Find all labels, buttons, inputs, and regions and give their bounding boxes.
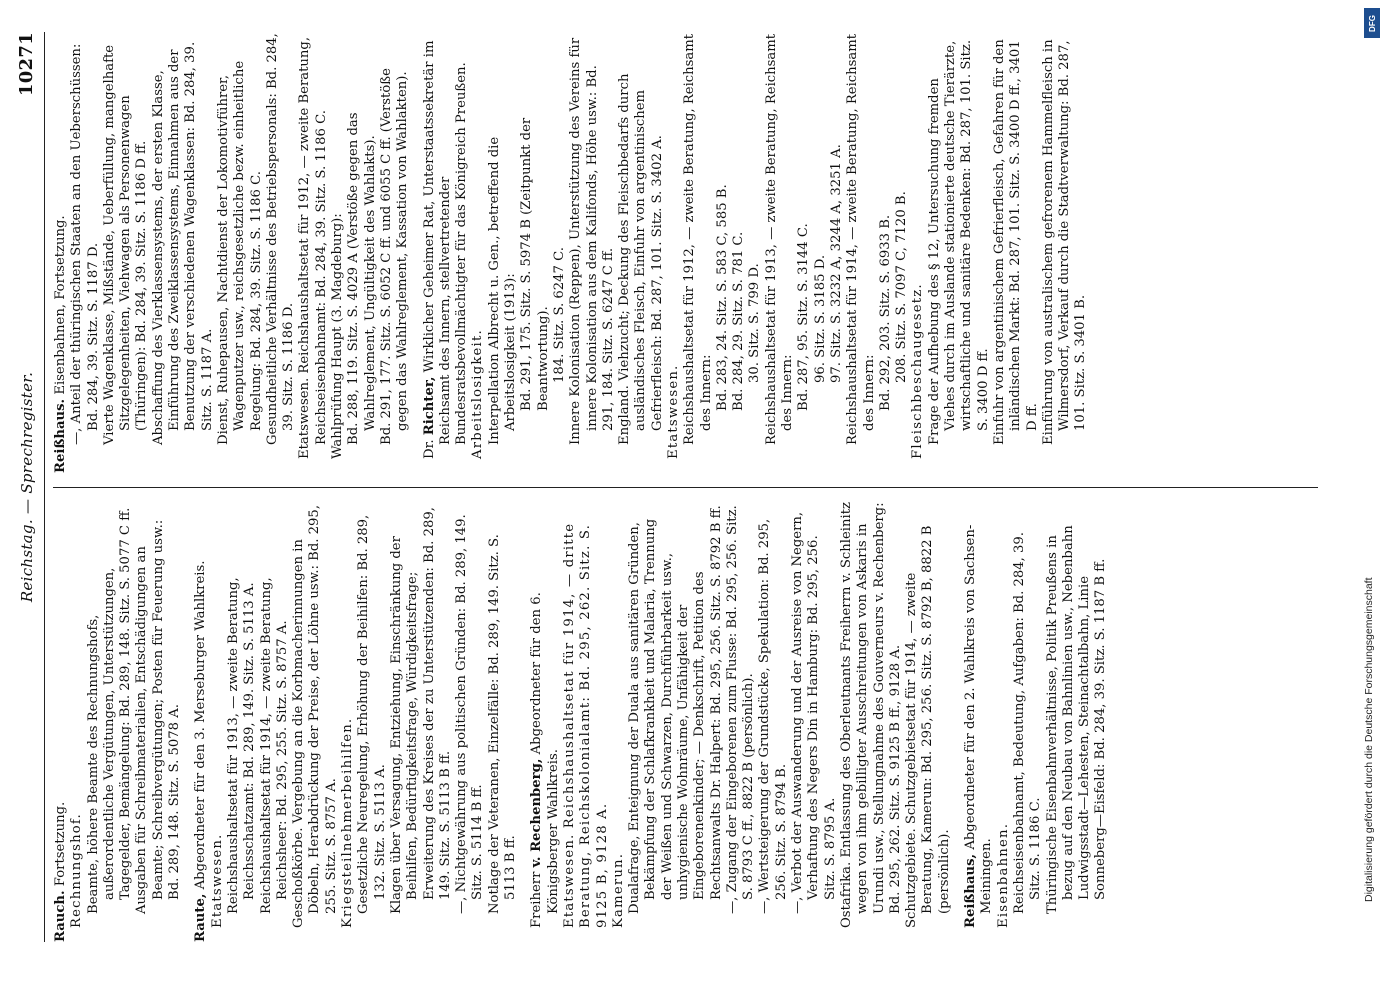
register-text: Interpellation Albrecht u. Gen., betreffend die Arbeitslosigkeit (1913): (486, 136, 519, 445)
register-text: Eisenbahnen. (995, 822, 1011, 928)
entry-separator (953, 502, 963, 942)
register-line (764, 32, 797, 473)
register-text: Einführung von australischem gefrorenem Hammelfleisch in Wilmersdorf, Verkauf durch die Stadtverwaltung: Bd. 287, 101. Sitz. S. 3401 B. (1040, 39, 1089, 445)
speaker-name: v. Rechenberg, (529, 758, 545, 868)
speaker-name: Richter, (421, 376, 437, 436)
register-line (216, 32, 265, 473)
register-line (627, 502, 725, 942)
register-line (69, 32, 102, 473)
register-text: Rechnungshof. (69, 813, 85, 928)
register-text: Abgeordneter für den 3. Merseburger Wahlkreis. (193, 560, 209, 894)
dfg-logo (1364, 8, 1380, 38)
register-text: 97. Sitz. S. 3232 A, 3244 A, 3251 A. (828, 144, 844, 383)
register-line (487, 32, 520, 473)
register-text: Geschoßkörbe. Vergebung an die Korbmacherinnungen in Döbeln, Herabdrückung der Preise, der Löhne usw.: Bd. 295, 255. Sitz. S. 8757 A. (291, 504, 339, 928)
register-line (193, 502, 209, 942)
register-text: Gesetzliche Neuregelung, Erhöhung der Beihilfen: Bd. 289, 132. Sitz. S. 5113 A. (356, 514, 388, 914)
register-line (356, 502, 389, 942)
register-text: —, Wertsteigerung der Grundstücke, Spekulation: Bd. 295, 256. Sitz. S. 8794 B. (757, 518, 789, 914)
register-text: Fortsetzung. (53, 801, 68, 891)
right-column (53, 32, 1318, 487)
register-line (259, 502, 292, 942)
register-line (1041, 32, 1090, 473)
register-line (731, 32, 747, 473)
register-text: Reichshaushaltsetat für 1914, — zweite Beratung, Reichsheer: Bd. 295, 255. Sitz. S. 8757 A. (258, 577, 290, 914)
register-text: Notlage der Veteranen, Einzelfälle: Bd. 289, 149. Sitz. S. 5113 B ff. (486, 534, 519, 914)
register-line (454, 502, 487, 942)
register-line (1045, 502, 1110, 942)
register-line (927, 32, 992, 473)
register-text: Etatswesen. (665, 364, 681, 459)
register-text: Dienst, Ruhepausen, Nachtdienst der Lokomotivführer, Wagenputzer usw., reichsgesetzliche bezw. einheitliche Regelung: Bd. 284, 39. Sitz. S. 1186 C. (215, 60, 264, 445)
register-text: —, Anteil der thüringischen Staaten an den Ueberschüssen: Bd. 284, 39. Sitz. S. 1187 D. (69, 43, 101, 445)
register-line (422, 32, 471, 473)
register-text: Bd. 291, 175. Sitz. S. 5974 B (Zeitpunkt der Beantwortung). (519, 117, 551, 411)
register-text: Ausgaben für Schreibmaterialien, Entschädigungen an Beamte; Schreibvergütungen; Posten für Feuerung usw.: Bd. 289, 148. Sitz. S. 5078 A. (134, 519, 183, 914)
register-text: Wirklicher Geheimer Rat, Unterstaatssekretär im Reichsamt des Innern, stellvertretender Bundesratsbevollmächtigter für das Königreich Preußen. (421, 40, 470, 445)
register-line (757, 502, 790, 942)
register-columns (53, 32, 1318, 942)
register-text: England. Viehzucht; Deckung des Fleischbedarfs durch ausländisches Fleisch, Einfuhr von argentinischem Gefrierfleisch: Bd. 287, 101. Sitz. S. 3402 A. (617, 73, 665, 445)
register-line (845, 32, 878, 473)
page-number: 10271 (16, 32, 37, 97)
register-text: Vierte Wagenklasse, Mißstände, Ueberfüllung, mangelhafte Sitzgelegenheiten, Viehwagen als Personenwagen (Thüringen): Bd. 284, 39. Sitz. S. 1186 D ff. (101, 44, 150, 445)
register-text: 184. Sitz. S. 6247 C. (551, 247, 567, 383)
speaker-name: Rauch. (53, 890, 68, 942)
register-line (747, 32, 763, 473)
register-text: Dr. (421, 435, 437, 459)
register-line (829, 32, 845, 473)
register-line (1012, 502, 1045, 942)
register-line (470, 32, 486, 473)
register-line (226, 502, 259, 942)
speaker-name: Reißhaus, (963, 853, 979, 928)
register-line (552, 32, 568, 473)
register-line (297, 32, 330, 473)
register-text: Gesundheitliche Verhältnisse des Betriebspersonals: Bd. 284, 39. Sitz. S. 1186 D. (264, 33, 297, 445)
register-line (568, 32, 617, 473)
register-text: 208. Sitz. S. 7097 C, 7120 B. (894, 191, 910, 383)
register-text: Abgeordneter für den 6. Königsberger Wahlkreis. (529, 592, 561, 914)
register-text: Reichshaushaltsetat für 1913, — zweite Beratung, Reichsamt des Innern: (763, 33, 796, 445)
register-line (910, 32, 926, 473)
register-line (562, 502, 611, 942)
register-line (487, 502, 520, 942)
register-text: Etatswesen. Reichshaushaltsetat für 1912, — zweite Beratung, Reichseisenbahnamt: Bd. 284, 39. Sitz. S. 1186 C. (297, 36, 329, 459)
register-line (992, 32, 1041, 473)
register-text: —, Verbot der Auswanderung und der Ausreise von Negern, Verhaftung des Negers Din in Hamburg: Bd. 295, 256. Sitz. S. 8795 A. (790, 511, 838, 914)
register-text: Bd. 283, 24. Sitz. S. 583 C, 585 B. (714, 184, 730, 411)
register-text: Reichshaushaltsetat für 1912, — zweite Beratung, Reichsamt des Innern: (682, 33, 714, 445)
register-text: Schutzgebiete. Schutzgebietsetat für 1914, — zweite Beratung, Kamerun: Bd. 295, 256. Sitz. S. 8792 B, 8822 B (persönlich). (904, 525, 952, 928)
register-text: Innere Kolonisation (Reppen), Unterstützung des Vereins für innere Kolonisation aus dem Kalifonds, Höhe usw.: Bd. 291, 184. Sitz. S. 6247 C ff. (568, 37, 616, 445)
register-text: 30. Sitz. S. 799 D. (747, 263, 763, 383)
register-line (210, 502, 226, 942)
register-line (330, 32, 346, 473)
register-text: Abgeordneter für den 2. Wahlkreis von Sachsen-Meiningen. (963, 524, 995, 914)
register-line (86, 502, 135, 942)
register-text: —, Zugang der Eingeborenen zum Flusse: Bd. 295, 256. Sitz. S. 8793 C ff., 8822 B (persönlich). (724, 505, 757, 914)
register-text: Reichshaushaltsetat für 1913, — zweite Beratung, Reichsschatzamt: Bd. 289, 149. Sitz. S. 5113 A. (225, 577, 258, 914)
register-text: Freiherr (529, 867, 545, 928)
register-text: Wahlprüfung Haupt (3. Magdeburg): (330, 213, 346, 459)
register-text: Reichseisenbahnamt, Bedeutung, Aufgaben: Bd. 284, 39. Sitz. S. 1186 C. (1011, 532, 1044, 914)
register-text: Klagen über Versagung, Entziehung, Einschränkung der Beihilfen, Bedürftigkeitsfrage, Würdigkeitsfrage; Erweiterung des Kreises der zu Unterstützenden: Bd. 289, 149. Sitz. S. 5113 B ff. (388, 507, 453, 914)
left-column (53, 487, 1318, 942)
register-text: Bd. 288, 119. Sitz. S. 4029 A (Verstöße gegen das Wahlreglement, Ungültigkeit des Wahlakts). (346, 112, 378, 445)
entry-separator (412, 32, 422, 473)
register-text: Arbeitslosigkeit. (470, 329, 486, 459)
register-line (682, 32, 715, 473)
register-line (379, 32, 412, 473)
register-line (346, 32, 379, 473)
register-line (151, 32, 216, 473)
register-line (790, 502, 839, 942)
register-text: 96. Sitz. S. 3185 D. (812, 254, 828, 383)
register-line (265, 32, 298, 473)
register-text: Bd. 287, 95. Sitz. S. 3144 C. (796, 223, 812, 411)
register-line (611, 502, 627, 942)
register-line (996, 502, 1012, 942)
register-line (715, 32, 731, 473)
register-line (519, 32, 552, 473)
register-text: Ostafrika. Entlassung des Oberleutnants Freiherrn v. Schleinitz wegen von ihm gebilligter Ausschreitungen von Askaris in Urundi usw., Stellungnahme des Gouverneurs v. Rechenberg: Bd. 295, 262. Sitz. S. 9125 B ff., 9128 A. (838, 502, 903, 928)
register-text: Fleischbeschaugesetz. (910, 283, 926, 459)
page-header (10, 32, 45, 942)
register-line (878, 32, 894, 473)
register-line (69, 502, 85, 942)
digitization-credit (1358, 8, 1380, 992)
register-text: Abschaffung des Vierklassensystems, der ersten Klasse, Einführung des Zweiklassensystems, Einnahmen aus der Benutzung der verschiedenen Wagenklassen: Bd. 284, 39. Sitz. S. 1187 A. (150, 41, 215, 445)
register-text: Frage der Aufhebung des § 12, Untersuchung fremden Viehes durch im Auslande stationierte deutsche Tierärzte, wirtschaftliche und sanitäre Bedenken: Bd. 287, 101. Sitz. S. 3400 D ff. (926, 39, 991, 445)
speaker-name: Raute, (193, 893, 209, 942)
register-line (389, 502, 454, 942)
register-line (904, 502, 953, 942)
register-text: Reichshaushaltsetat für 1914, — zweite Beratung, Reichsamt des Innern: (845, 33, 877, 445)
register-text: Kriegsteilnehmerbeihilfen. (340, 717, 356, 928)
register-line (839, 502, 904, 942)
register-line (102, 32, 151, 473)
register-text: —, Nichtgewährung aus politischen Gründen: Bd. 289, 149. Sitz. S. 5114 B ff. (454, 514, 486, 914)
register-text: Eisenbahnen, Fortsetzung. (53, 215, 68, 399)
digitization-credit-text: Digitalisierung gefördert durch die Deutsche Forschungsgemeinschaft (1363, 577, 1375, 902)
register-text: Bd. 291, 177. Sitz. S. 6052 C ff. und 6055 C ff. (Verstöße gegen das Wahlreglement, Kassation von Wahlakten). (378, 68, 411, 445)
entry-separator (183, 502, 193, 942)
register-text: Kamerun. (610, 852, 626, 928)
register-line (813, 32, 829, 473)
register-text: Dualafrage, Enteignung der Duala aus sanitären Gründen, Bekämpfung der Schlafkrankheit und Malaria, Trennung der Weißen und Schwarzen, Durchführbarkeit usw., unhygienische Wohnräume, Unfähigkeit der Eingeborenenkinder; — Denkschrift, Petition des Rechtsanwalts Dr. Halpert: Bd. 295, 256. Sitz. S. 8792 B ff. (627, 505, 724, 914)
register-line (666, 32, 682, 473)
register-line (894, 32, 910, 473)
running-title: Reichstag. — Sprechregister. (18, 371, 36, 603)
register-line (53, 502, 69, 942)
speaker-name: Reißhaus. (53, 398, 68, 473)
register-text: Bd. 292, 203. Sitz. S. 6933 B. (877, 214, 893, 411)
register-line (725, 502, 758, 942)
entry-separator (519, 502, 529, 942)
register-line (53, 32, 69, 473)
register-line (340, 502, 356, 942)
register-text: Bd. 284, 29. Sitz. S. 781 C. (731, 231, 747, 411)
register-line (617, 32, 666, 473)
register-line (134, 502, 183, 942)
register-line (963, 502, 996, 942)
register-line (796, 32, 812, 473)
register-text: Thüringische Eisenbahnverhältnisse, Politik Preußens in bezug auf den Neubau von Bahnlinien usw., Nebenbahn Ludwigsstadt—Lehesten, Steinachtalbahn, Linie Sonneberg—Eisfeld: Bd. 284, 39. Sitz. S. 1187 B ff. (1044, 525, 1109, 914)
register-line (529, 502, 562, 942)
register-text: Etatswesen. (209, 833, 225, 928)
dfg-logo-text: DFG (1367, 14, 1377, 32)
register-text: Einfuhr von argentinischem Gefrierfleisch, Gefahren für den inländischen Markt: Bd. 287, 101. Sitz. S. 3400 D ff., 3401 D ff. (991, 39, 1040, 445)
register-line (291, 502, 340, 942)
register-text: Beamte, höhere Beamte des Rechnungshofs, außerordentliche Vergütungen, Unterstützungen, Tagegelder, Bemängelung: Bd. 289, 148. Sitz. S. 5077 C ff. (85, 507, 134, 914)
register-text: Etatswesen. Reichshaushaltsetat für 1914, — dritte Beratung, Reichskolonialamt: Bd. 295, 262. Sitz. S. 9125 B, 9128 A. (561, 522, 610, 928)
